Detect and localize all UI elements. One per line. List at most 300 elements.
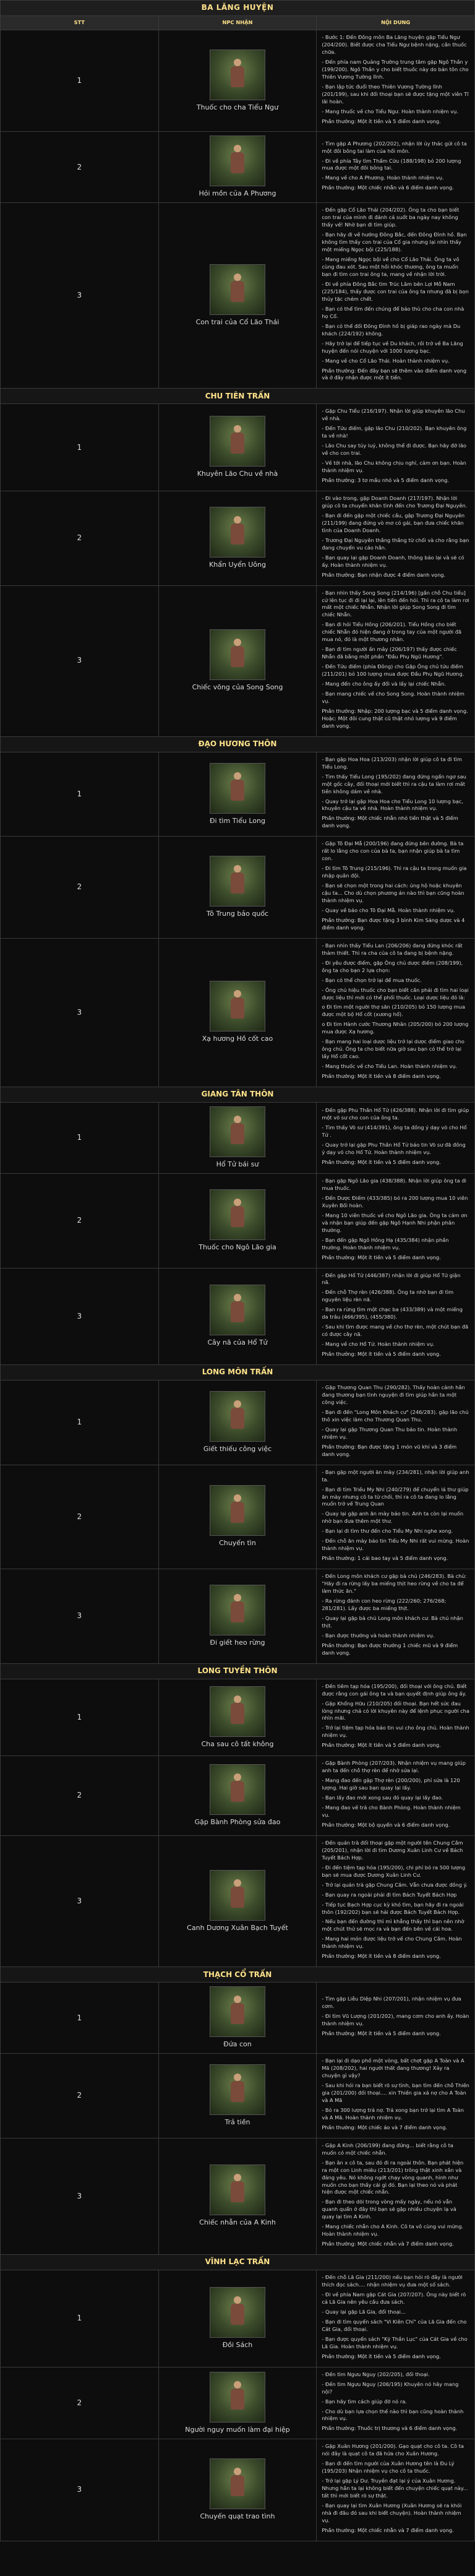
npc-name: Xạ hương Hồ cốt cao	[202, 1035, 273, 1043]
npc-cell	[158, 1268, 317, 1365]
quest-content	[317, 1465, 475, 1569]
npc-figure-body	[231, 1601, 244, 1622]
section-title: GIANG TÂN THÔN	[1, 1087, 475, 1103]
quest-number: 1	[1, 1983, 159, 2054]
quest-step: - Cho dù bạn lựa chọn thế nào thì bạn cũng hoàn thành nhiệm vụ.	[322, 2408, 464, 2422]
quest-step: - Mang miếng Ngọc bội về cho Cổ Lão Thái. Ông ta vô cùng đau xót. Sau một hồi khóc thương, ông ta muốn bạn đi tìm con trai ông ta, mang về nhận lời trời.	[322, 256, 460, 278]
quest-row	[1, 203, 475, 389]
quest-row	[1, 1983, 475, 2054]
quest-step: o Đi tìm một người thợ săn (210/205) bỏ 150 lượng mua được một bộ Hổ cốt (xương hổ).	[322, 1004, 465, 1018]
quest-number: 2	[1, 491, 159, 586]
npc-figure-body	[231, 2304, 244, 2325]
quest-step: - Về tới nhà, lão Chu không chịu nghỉ, cảm ơn bạn. Hoàn thành nhiệm vụ.	[322, 460, 466, 474]
quest-content	[317, 837, 475, 938]
npc-figure-head	[234, 772, 241, 780]
npc-cell	[158, 132, 317, 203]
npc-name: Khẩn Uyển Uông	[209, 560, 266, 569]
quest-number: 2	[1, 2367, 159, 2439]
npc-cell	[158, 1465, 317, 1569]
column-header-content: NỘI DUNG	[317, 16, 475, 30]
npc-name: Cây nã của Hổ Tử	[207, 1338, 268, 1347]
quest-number: 3	[1, 2138, 159, 2254]
quest-number: 3	[1, 1268, 159, 1365]
quest-number: 1	[1, 404, 159, 491]
quest-step: - Mang về cho Cổ Lão Thái. Hoàn thành nhiệm vụ.	[322, 357, 450, 364]
quest-reward: Phần thưởng: Một ít tiền và 5 điểm danh vọng.	[322, 1351, 441, 1358]
quest-step: - Bạn đi đến tìm người của Xuân Hương tên là Đu Lý (195/203) Nhận nhiệm vụ cho cô ta thuốc.	[322, 2460, 455, 2475]
quest-reward: Phần thưởng: Một ít tiền và 8 điểm danh vọng.	[322, 1073, 441, 1080]
section-header-row	[1, 1663, 475, 1679]
quest-step: - Mang chiếc nhẫn cho A Kinh. Cô ta vô cùng vui mừng. Hoàn thành nhiệm vụ.	[322, 2223, 464, 2238]
quest-row	[1, 1756, 475, 1836]
column-header-stt: STT	[1, 16, 159, 30]
quest-step: - Mang về cho A Phương. Hoàn thành nhiệm vụ.	[322, 174, 444, 181]
npc-cell	[158, 585, 317, 736]
quest-step: - Ông chủ hiệu thuốc cho bạn biết cần phải đi tìm hai loại được liệu thì mới có thể phối thuốc. Loại dược liệu đó là:	[322, 986, 469, 1001]
quest-step: - Bạn mang chiếc về cho Song Song. Hoàn thành nhiệm vụ.	[322, 690, 464, 704]
quest-step: - Đi tìm Tô Trung (215/196). Thì ra cậu ta trong muốn gia nhập quân đội.	[322, 865, 467, 879]
npc-portrait	[210, 2458, 265, 2509]
npc-portrait	[210, 2287, 265, 2338]
quest-step: - Tìm thấy Tiểu Long (195/202) đang đứng ngẩn ngơ sau một gốc cây, đối thoại mới biết thì ra cậu ta làm rơi mất tiền không dám về nhà.	[322, 773, 466, 795]
quest-content	[317, 1679, 475, 1756]
quest-step: - Bạn quay ra ngoài phải đi tìm Bách Tuyết Bách Hợp	[322, 1891, 457, 1898]
section-title: THẠCH CỔ TRẤN	[1, 1967, 475, 1983]
npc-cell	[158, 2439, 317, 2541]
quest-content	[317, 1268, 475, 1365]
quest-step: o Đi tìm Hành cước Thương Nhân (205/200) bỏ 200 lượng mua được Xạ hương.	[322, 1021, 469, 1035]
quest-step: - Đến chỗ ăn mày báo tin Tiểu My Nhi rất vui mừng. Hoàn thành nhiệm vụ.	[322, 1538, 469, 1552]
quest-row	[1, 1174, 475, 1269]
quest-content	[317, 132, 475, 203]
quest-step: - Gặp Xuân Hương (201/200). Gạo quạt cho cô ta. Cô ta nói đây là quạt cô ta đã hứa cho Xuân Hương.	[322, 2443, 464, 2457]
npc-portrait	[210, 264, 265, 315]
npc-figure-body	[231, 66, 244, 87]
npc-name: Cha sau cô tất không	[201, 1739, 274, 1748]
page-title: BA LĂNG HUYỆN	[1, 1, 475, 16]
npc-name: Giết thiếu công việc	[203, 1444, 272, 1453]
quest-reward: Phần thưởng: Bạn được tặng 1 món vũ khí và 3 điểm danh vọng.	[322, 1443, 457, 1457]
npc-figure-head	[234, 2381, 241, 2389]
quest-row	[1, 30, 475, 132]
quest-step: - Bạn được thưởng và hoàn thành nhiệm vụ.	[322, 1632, 435, 1639]
quest-number: 3	[1, 1569, 159, 1664]
npc-cell	[158, 1381, 317, 1465]
npc-figure-body	[231, 997, 244, 1019]
quest-step: - Quay lại gặp Lã Gia, đổi thoại...	[322, 2308, 406, 2315]
npc-cell	[158, 30, 317, 132]
quest-number: 1	[1, 1679, 159, 1756]
quest-content	[317, 404, 475, 491]
quest-step: - Mang hai món được liệu trở về cho Chung Cầm. Hoàn thành nhiệm vụ.	[322, 1936, 462, 1950]
quest-reward: Phần thưởng: Một chiếc áo và 7 điểm danh vọng.	[322, 2124, 448, 2130]
quest-step: - Đến chỗ Lã Gia (211/200) nếu bạn hỏi rõ đây là người thích đọc sách.... nhận nhiệm vụ đưa một số sách.	[322, 2274, 463, 2288]
npc-figure-body	[231, 2081, 244, 2102]
npc-name: Chiếc nhẫn của A Kinh	[199, 2218, 276, 2227]
quest-step: - Đến chỗ Thợ rèn (426/388). Ông ta nhờ bạn đi tìm nguyên liệu rèn nã.	[322, 1289, 454, 1303]
section-title: LONG MÔN TRẤN	[1, 1365, 475, 1381]
quest-step: - Bạn được quyển sách "Kỹ Thần Lục" của Cát Gia về cho Lã Gia. Hoàn thành nhiệm vụ.	[322, 2335, 468, 2350]
quest-step: - Mang đến cho ông ấy đổi và lấy lại chiếc Nhẫn.	[322, 681, 446, 687]
npc-figure-head	[234, 2468, 241, 2475]
quest-number: 1	[1, 2270, 159, 2367]
quest-step: - Gặp Bành Phòng (207/203). Nhận nhiệm vụ mang giúp anh ta đến chỗ thợ rèn để nhờ sửa lại.	[322, 1760, 466, 1774]
quest-reward: Phần thưởng: Bạn nhận được 4 điểm danh vọng.	[322, 571, 446, 578]
npc-figure-head	[234, 2174, 241, 2181]
quest-content	[317, 2270, 475, 2367]
npc-cell	[158, 2367, 317, 2439]
npc-cell	[158, 837, 317, 938]
quest-reward: Phần thưởng: Một chiếc nhẫn nhỏ tiền thật và 5 điểm danh vọng.	[322, 815, 458, 829]
quest-reward: Phần thưởng: Một chiếc nhẫn và 7 điểm danh vọng.	[322, 2241, 454, 2247]
quest-step: - Gặp Tô Đại Mẫ (200/196) đang đứng bên đường. Bà ta rất lo lắng cho con của bà ta, bạn nhận giúp bà ta tìm con.	[322, 840, 464, 862]
quest-content	[317, 30, 475, 132]
npc-cell	[158, 1756, 317, 1836]
quest-step: - Bạn nhìn thấy Song Song (214/196) [gần chỗ Chu tiểu] cứ lên tục đi đi lại lại, lên tiến đến hỏi. Thì ra cô ta làm rơi mất một chiếc Nhẫn. Nhận lời giúp Song Song đi tìm chiếc Nhẫn.	[322, 589, 469, 618]
quest-content	[317, 1103, 475, 1174]
npc-figure-head	[234, 1199, 241, 1206]
column-header-npc: NPC NHẬN	[158, 16, 317, 30]
quest-step: - Đến quán trà đối thoại gặp một người tên Chung Cầm (205/201), nhận lời đi tìm Dương Xuân Linh Cư về Bách Tuyết Bách Hợp.	[322, 1839, 463, 1861]
quest-step: - Mang thuốc về cho Tiểu Lan. Hoàn thành nhiệm vụ.	[322, 1063, 458, 1070]
npc-figure-head	[234, 145, 241, 152]
quest-step: - Tìm gặp Liễu Diệp Nhi (207/201), nhận nhiệm vụ đưa cơm.	[322, 1996, 461, 2010]
quest-step: - Bạn quay lại tìm Xuân Hương (Xuân Hương sẽ ra khỏi nhà đi đâu đó sau khi biết chuyện). Hoàn thành nhiệm vụ.	[322, 2502, 462, 2523]
quest-step: - Bạn ra rừng tìm một chạc ba (433/389) và một miếng da trâu (466/395), (455/380).	[322, 1306, 463, 1320]
npc-figure-head	[234, 516, 241, 523]
quest-step: - Quay về báo cho Tô Đại Mẫ. Hoàn thành nhiệm vụ.	[322, 907, 455, 913]
npc-cell	[158, 2054, 317, 2139]
npc-figure-body	[231, 1781, 244, 1802]
quest-content	[317, 1756, 475, 1836]
quest-number: 1	[1, 1381, 159, 1465]
npc-figure-head	[234, 990, 241, 997]
quest-content	[317, 2367, 475, 2439]
section-header-row	[1, 389, 475, 404]
npc-portrait	[210, 1285, 265, 1335]
npc-portrait	[210, 856, 265, 907]
quest-content	[317, 203, 475, 389]
quest-row	[1, 2439, 475, 2541]
npc-cell	[158, 491, 317, 586]
npc-portrait	[210, 1686, 265, 1737]
quest-content	[317, 1174, 475, 1269]
quest-content	[317, 585, 475, 736]
quest-number: 3	[1, 1835, 159, 1966]
quest-table-body	[1, 1, 475, 2541]
npc-name: Đi giết heo rừng	[210, 1638, 265, 1647]
quest-reward: Phần thưởng: Một chiếc nhẫn và 6 điểm danh vọng.	[322, 184, 454, 191]
npc-cell	[158, 203, 317, 389]
npc-name: Thuốc cho cha Tiểu Ngư	[196, 103, 279, 111]
quest-step: - Đi về phía Nam gặp Cát Gia (207/207). Ông này biết rõ cả Lã Gia nên yêu cầu đưa sách.	[322, 2291, 466, 2306]
section-header-row	[1, 736, 475, 752]
npc-figure-body	[231, 2003, 244, 2024]
npc-portrait	[210, 981, 265, 1032]
section-title: VĨNH LẠC TRẤN	[1, 2255, 475, 2270]
quest-reward: Phần thưởng: Một ít tiền và 5 điểm danh vọng.	[322, 2030, 441, 2037]
quest-step: - Bạn gặp một người ăn mày (234/281), nhận lời giúp anh ta.	[322, 1468, 469, 1483]
quest-reward: Phần thưởng: 3 tơ mầu nhỏ và 5 điểm danh vọng.	[322, 477, 449, 484]
quest-reward: Phần thưởng: Một ít tiền và 5 điểm danh vọng.	[322, 1158, 441, 1165]
npc-cell	[158, 1835, 317, 1966]
quest-step: - Bạn đi tìm người ấn mây (206/197) thấy được chiếc Nhẫn đã bằng một phần "Đầu Phụ Ngũ Hương".	[322, 646, 457, 660]
npc-figure-body	[231, 281, 244, 302]
section-title: CHU TIÊN TRẤN	[1, 389, 475, 404]
quest-step: - Đến Tửu điếm (phía Đông) cho Gặp Ông chủ tửu điếm (211/201) bỏ 100 lượng mua được Đầu Phụ Ngũ Hương.	[322, 663, 464, 678]
quest-step: - Bỏ ra 300 lượng trả nợ. Trả xong bạn trở lại tìm A Toàn và A Mã. Hoàn thành nhiệm vụ.	[322, 2106, 464, 2121]
npc-name: Chuyến tìn	[219, 1539, 256, 1548]
npc-figure-head	[234, 1695, 241, 1703]
quest-row	[1, 1835, 475, 1966]
quest-number: 3	[1, 585, 159, 736]
npc-cell	[158, 1174, 317, 1269]
npc-portrait	[210, 629, 265, 680]
quest-step: - Bạn đến gặp Ngô Hồng Hạ (435/384) nhận phần thưởng. Hoàn thành nhiệm vụ.	[322, 1236, 449, 1251]
npc-figure-body	[231, 646, 244, 667]
quest-row	[1, 1268, 475, 1365]
quest-step: - Mang 10 viên thuốc về cho Ngô Lão gia. Ông ta cảm ơn và nhận bạn giúp đến gặp Ngô Hạnh Nhi phận phân thưởng.	[322, 1212, 468, 1233]
npc-figure-head	[234, 1400, 241, 1408]
quest-step: - Quay trở lại gặp Phu Thần Hổ Tử báo tin Võ sư đã đồng ý dạy võ cho Hổ Tử. Hoàn thành nhiệm vụ.	[322, 1142, 466, 1155]
npc-portrait	[210, 1986, 265, 2037]
npc-cell	[158, 938, 317, 1087]
npc-figure-head	[234, 1116, 241, 1123]
npc-figure-head	[234, 59, 241, 66]
quest-step: - Đến gặp Hổ Tử (446/387) nhận lời đi giúp Hổ Tử giận nã.	[322, 1272, 461, 1286]
quest-number: 1	[1, 752, 159, 837]
quest-content	[317, 2054, 475, 2139]
quest-reward: Phần thưởng: Một chiếc nhẫn và 7 điểm danh vọng.	[322, 2526, 454, 2533]
quest-step: - Bạn ân x cô ta, sau đó đi ra ngoài thôn. Bạn phát hiện ra một con Linh miêu (213/201) trông thật xinh xắn và đáng yêu. Nó không ngớt chạy vòng quanh, hình như muốn cho bạn thấy cái gì đó. Bạn lại theo nó và phát hiện được một chiếc nhẫn.	[322, 2159, 464, 2195]
quest-row	[1, 2367, 475, 2439]
quest-step: - Nếu bạn đến đường thì mì khẳng thấy thì bạn nên nhờ một chút thử sẽ mọc ra và bạn đến bên về cái hoa.	[322, 1918, 464, 1932]
quest-number: 3	[1, 938, 159, 1087]
npc-portrait	[210, 1764, 265, 1815]
npc-name: Trả tiền	[225, 2118, 250, 2126]
npc-figure-body	[231, 1301, 244, 1322]
quest-step: - Mang về cho Hổ Tử. Hoàn thành nhiệm vụ.	[322, 1341, 435, 1348]
npc-figure-body	[231, 2181, 244, 2202]
quest-step: - Đi về phía Tây tìm Thẩm Cửu (188/198) bỏ 200 lượng mua được một đôi bông tai.	[322, 157, 461, 171]
npc-name: Tô Trung bảo quốc	[206, 910, 269, 918]
quest-step: - Mang thuốc về cho Tiểu Ngư. Hoàn thành nhiệm vụ.	[322, 108, 458, 114]
quest-row	[1, 1103, 475, 1174]
npc-figure-head	[234, 1494, 241, 1502]
npc-portrait	[210, 136, 265, 186]
quest-row	[1, 2138, 475, 2254]
quest-number: 2	[1, 1756, 159, 1836]
quest-row	[1, 491, 475, 586]
quest-step: - Đi đến tiệm tạp hóa (195/200), chi phí bỏ ra 500 lượng bạn sẽ mua được Dương Xuân Linh Cư.	[322, 1864, 466, 1878]
npc-name: Gặp Bành Phòng sửa đao	[194, 1818, 281, 1827]
quest-step: - Đến gặp Phu Thần Hổ Tử (426/388). Nhận lời đi tìm giúp một võ sư cho con của ông ta.	[322, 1107, 469, 1121]
npc-figure-head	[234, 2296, 241, 2304]
quest-step: - Bạn sẽ chọn một trong hai cách: ủng hộ hoặc khuyên cậu ta... Cho dù chọn phương án nào thì bạn cũng hoàn thành nhiệm vụ.	[322, 882, 464, 903]
npc-portrait	[210, 1106, 265, 1157]
quest-number: 3	[1, 2439, 159, 2541]
quest-step: - Bạn quay lại gặp Doanh Doanh, thông báo lại và sẽ có ấy. Hoàn thành nhiệm vụ.	[322, 554, 464, 568]
quest-number: 2	[1, 837, 159, 938]
quest-step: - Bạn gặp Hoa Hoa (213/203) nhận lời giúp cô ta đi tìm Tiểu Long.	[322, 756, 462, 770]
npc-portrait	[210, 1585, 265, 1635]
quest-row	[1, 2270, 475, 2367]
npc-portrait	[210, 2372, 265, 2423]
quest-step: - Trở lại tiệm tạp hóa báo tin vui cho ông chủ. Hoàn thành nhiệm vụ.	[322, 1725, 469, 1739]
section-header-row	[1, 1365, 475, 1381]
quest-step: - Đến Tửu điếm, gặp lão Chu (210/202). Bạn khuyên ông ta về nhà!	[322, 425, 467, 439]
npc-figure-head	[234, 2074, 241, 2081]
quest-number: 2	[1, 132, 159, 203]
npc-figure-body	[231, 1408, 244, 1429]
quest-step: - Quay trở lại gặp Hoa Hoa cho Tiểu Long 10 lượng bạc, khuyên cậu ta về nhà. Hoàn thành nhiệm vụ.	[322, 798, 464, 812]
npc-name: Khuyên Lão Chu về nhà	[197, 470, 278, 478]
quest-step: - Gặp Khổng Hữu (210/205) đối thoại. Bạn hết sức đau lòng nhưng chả có lời khuyên này để lệnh phục người cha nhìn mãi.	[322, 1700, 469, 1721]
npc-name: Hỏi mồn của A Phương	[199, 189, 276, 198]
npc-portrait	[210, 2165, 265, 2215]
npc-figure-body	[231, 2475, 244, 2496]
npc-figure-head	[234, 1879, 241, 1887]
quest-step: - Đến tìm Ngưu Nguy (206/195) Khuyên nó hãy mang nội?	[322, 2380, 459, 2395]
quest-step: - Gặp A Kinh (206/199) đang đứng... biết rằng cô ta muốn có một chiếc nhẫn.	[322, 2142, 453, 2156]
npc-name: Con trai của Cổ Lão Thái	[195, 317, 280, 326]
npc-name: Người nguy muốn làm đại hiệp	[185, 2425, 290, 2434]
npc-figure-body	[231, 433, 244, 454]
npc-cell	[158, 1569, 317, 1664]
npc-figure-body	[231, 872, 244, 894]
quest-step: - Trương Đại Nguyên thắng thắng từ chối và cho rằng bạn đang chuyển vu cáo hắn.	[322, 536, 469, 551]
quest-row	[1, 837, 475, 938]
npc-figure-head	[234, 639, 241, 646]
npc-figure-head	[234, 1773, 241, 1781]
quest-step: - Bạn lại đi dạo phố một vòng, bất chợt gặp A Toàn và A Mã (208/202), hai người thất đang thương! Xảy ra chuyện gì vậy?	[322, 2057, 464, 2079]
npc-figure-body	[231, 1123, 244, 1144]
quest-step: - Bạn lập tức đuổi theo Thiên Vương Tường lĩnh (201/199), sau khi đối thoại bạn sẽ được tặng một viên Tĩ lãi hoàn.	[322, 83, 469, 105]
quest-step: - Bạn mang hai loại dược liệu trở lại dược điếm giao cho ông chủ. Ông ta cho biết nữa giờ sau bạn có thể trở lại lấy Hổ cốt cao.	[322, 1038, 464, 1060]
quest-row	[1, 2054, 475, 2139]
quest-step: - Ra rừng đánh con heo rừng (222/260; 276/268; 281/281). Lấy được ba miếng thịt.	[322, 1597, 447, 1611]
quest-step: - Đến Dược Điếm (433/385) bỏ ra 200 lượng mua 10 viên Xuyên Bối hoàn.	[322, 1194, 468, 1208]
quest-step: - Quay lại gặp Thương Quan Thu báo tin. Hoàn thành nhiệm vụ.	[322, 1426, 458, 1440]
quest-number: 2	[1, 1465, 159, 1569]
quest-content	[317, 1983, 475, 2054]
quest-step: - Gặp Chu Tiểu (216/197). Nhận lời giúp khuyên lão Chu về nhà.	[322, 408, 465, 422]
quest-number: 2	[1, 2054, 159, 2139]
npc-cell	[158, 404, 317, 491]
npc-name: Chuyến quạt trao tình	[200, 2512, 275, 2521]
npc-name: Đi tìm Tiểu Long	[210, 816, 265, 825]
quest-step: - Bạn đi hỏi Tiểu Hồng (206/201). Tiểu Hồng cho biết chiếc Nhẫn đó hiện đang ở trong tay của một người đã mua nó, đó là một thương nhân.	[322, 621, 462, 643]
quest-content	[317, 2138, 475, 2254]
quest-step: - Đến gặp Cổ Lão Thái (204/202). Ông ta cho bạn biết con trai của mình đi đánh cá suốt ba ngày nay không thấy về! Nhờ bạn đi tìm giúp.	[322, 207, 460, 228]
quest-row	[1, 1381, 475, 1465]
npc-portrait	[210, 416, 265, 467]
quest-step: - Trở lại gặp Lý Dư. Truyền đạt lại ý của Xuân Hương. Nhưng hắn ta lại không biết đến chuyện chiếc quạt này... tất thì mới biết rõ sự thật.	[322, 2478, 468, 2499]
section-title: LONG TUYỀN THÔN	[1, 1663, 475, 1679]
npc-cell	[158, 1103, 317, 1174]
quest-step: - Đến tìm Ngưu Nguy (202/205), đối thoại.	[322, 2371, 430, 2377]
quest-content	[317, 938, 475, 1087]
quest-step: - Bạn đi tìm quyển sách "Vi Kiên Chí" của Lã Gia đến cho Cát Gia, đổi thoại.	[322, 2318, 467, 2332]
section-header-row	[1, 1967, 475, 1983]
quest-step: - Đi tìm Vũ Lượng (201/202), mang cơm cho anh ấy. Hoàn thành nhiệm vụ.	[322, 2013, 469, 2027]
quest-step: - Mang đao đến gặp Thợ rèn (200/200), phí sửa là 120 lượng. Hai giờ sau bạn quay lại lấy.	[322, 1777, 460, 1791]
quest-reward: Phần thưởng: Một bộ quyển và 6 điểm danh vọng.	[322, 1821, 450, 1828]
column-header-row	[1, 16, 475, 30]
quest-row	[1, 404, 475, 491]
npc-name: Chiếc võng của Song Song	[192, 683, 283, 692]
npc-cell	[158, 752, 317, 837]
quest-step: - Bạn đi đến gặp một chiếc cầu, gặp Trương Đại Nguyên (211/199) đang đứng vò mơ có gái, bạn đưa chiếc khăn tình của Doanh Doanh.	[322, 512, 465, 533]
quest-step: - Hãy trở lại để tiếp tục về Du khách, rồi trở về Ba Lăng huyện đến nói chuyện với 1000 lượng bạc.	[322, 340, 463, 354]
quest-reward: Phần thưởng: Bạn được tặng 3 bình Kim Sáng dược và 4 điểm danh vọng.	[322, 916, 465, 931]
quest-step: - Đến Long môn khách cư gặp bà chủ (246/283). Bà chủ: "Hãy đi ra rừng lấy ba miếng thịt heo rừng về cho ta để làm thức ăn."	[322, 1573, 467, 1595]
quest-number: 1	[1, 1103, 159, 1174]
quest-number: 1	[1, 30, 159, 132]
quest-content	[317, 491, 475, 586]
quest-step: - Tìm thấy Võ sư (414/391), ông ta đồng ý dạy võ cho Hổ Tử .	[322, 1124, 467, 1139]
quest-reward: Phần thưởng: Một ít tiền và 5 điểm danh vọng.	[322, 118, 441, 124]
npc-portrait	[210, 763, 265, 814]
quest-reward: Phần thưởng: Một ít tiền và 5 điểm danh vọng.	[322, 1254, 441, 1260]
quest-step: - Bạn lại đi tìm thư đến cho Tiểu My Nhi nghe xong.	[322, 1528, 453, 1535]
npc-figure-head	[234, 274, 241, 281]
quest-step: - Tiếp tục Bạch Hợp cục kỳ khó tìm, bạn hãy đi ra ngoài thôn (192/202) bạn sẽ hái được Bách Tuyết Bách Hợp.	[322, 1901, 464, 1915]
quest-content	[317, 1569, 475, 1664]
quest-content	[317, 1835, 475, 1966]
npc-figure-body	[231, 1703, 244, 1724]
section-header-row	[1, 1087, 475, 1103]
npc-portrait	[210, 50, 265, 100]
quest-step: - Bạn đi đến "Long Môn Khách cư" (246/283). gặp lão chủ thô xin việc làm cho Thương Quan Thu.	[322, 1408, 469, 1423]
quest-step: - Bạn đi theo dõi trong vòng mấy ngày, nếu nó vẫn quanh quẩn ở đây thì bạn sẽ gặp nhiều chuyện lạ và quay lại tìm A Kinh.	[322, 2199, 456, 2220]
npc-cell	[158, 2270, 317, 2367]
quest-step: - Bạn hãy đi về hướng Đông Bắc, đến Đông Đình hồ. Bạn không tìm thấy con trai của Cổ gia nhưng lại nhìn thấy một miếng Ngọc bội (225/188).	[322, 231, 467, 253]
quest-step: - Bạn có thể chọn trở lại để mua thuốc.	[322, 976, 422, 983]
npc-name: Canh Dương Xuân Bạch Tuyết	[187, 1923, 288, 1932]
npc-figure-body	[231, 152, 244, 173]
quest-step: - Tìm gặp A Phương (202/202), nhận lời ủy thác gửi cô ta một đôi bông tai làm của hồi môn.	[322, 140, 467, 154]
npc-figure-head	[234, 1996, 241, 2003]
quest-step: - Mang đao về trả cho Bành Phòng. Hoàn thành nhiệm vụ.	[322, 1804, 461, 1818]
section-title: ĐẠO HƯƠNG THÔN	[1, 736, 475, 752]
npc-figure-body	[231, 1502, 244, 1523]
npc-name: Thuốc cho Ngô Lão gia	[199, 1243, 276, 1251]
npc-figure-body	[231, 2389, 244, 2410]
quest-reward: Phần thưởng: Nhập: 200 lượng bạc và 5 điểm danh vọng. Hoặc: Một đôi cung thật cũ thật nhỏ lượng và 9 điểm danh vọng.	[322, 707, 468, 729]
quest-content	[317, 1381, 475, 1465]
quest-reward: Phần thưởng: Một ít tiền và 8 điểm danh vọng.	[322, 1953, 441, 1960]
quest-step: - Bạn có thể đối Đông Đình hồ bị giáp rao ngày mà Du khách (224/192) không.	[322, 322, 461, 337]
quest-step: - Trở lại quán trà gặp Chung Cầm. Vẫn chưa được đồng ý.	[322, 1881, 468, 1888]
quest-reward: Phần thưởng: Bạn được thưởng 1 chiếc mũ và 9 điểm danh vọng.	[322, 1642, 458, 1656]
quest-step: - Bước 1: Đến Đông môn Ba Lăng huyện gặp Tiểu Ngư (204/200). Biết được cha Tiểu Ngư bệnh nặng, cần thuốc chữa.	[322, 34, 467, 55]
quest-row	[1, 752, 475, 837]
quest-row	[1, 585, 475, 736]
quest-step: - Lão Chu say túy luý, không thể đi được. Bạn hãy đỡ lão về cho con trai.	[322, 442, 466, 457]
quest-step: - Bạn hãy tìm cách giúp đỡ nó ra.	[322, 2398, 407, 2405]
quest-step: - Đến tiêm tạp hóa (195/200), đối thoại với ông chủ. Biết được rằng con gái ông ta và bạn quyết định giúp ông ấy.	[322, 1682, 467, 1697]
quest-row	[1, 1679, 475, 1756]
npc-portrait	[210, 1870, 265, 1921]
quest-step: - Bạn đi tìm Triều My Nhi (240/279) để chuyển lá thư giúp ăn mày nhưng cô ta từ chối, thì ra cô ta đang lo lắng muốn trở về Trung Quan	[322, 1486, 469, 1507]
quest-row	[1, 938, 475, 1087]
quest-step: - Đến phía nam Quảng Trường trung tâm gặp Ngô Thần y (199/200). Ngô Thần y cho biết thuốc này do bán tôn cho Thiên Vương Tường lĩnh.	[322, 58, 469, 80]
npc-cell	[158, 1983, 317, 2054]
quest-row	[1, 132, 475, 203]
npc-name: Đồi Sách	[222, 2340, 253, 2349]
npc-figure-head	[234, 865, 241, 872]
